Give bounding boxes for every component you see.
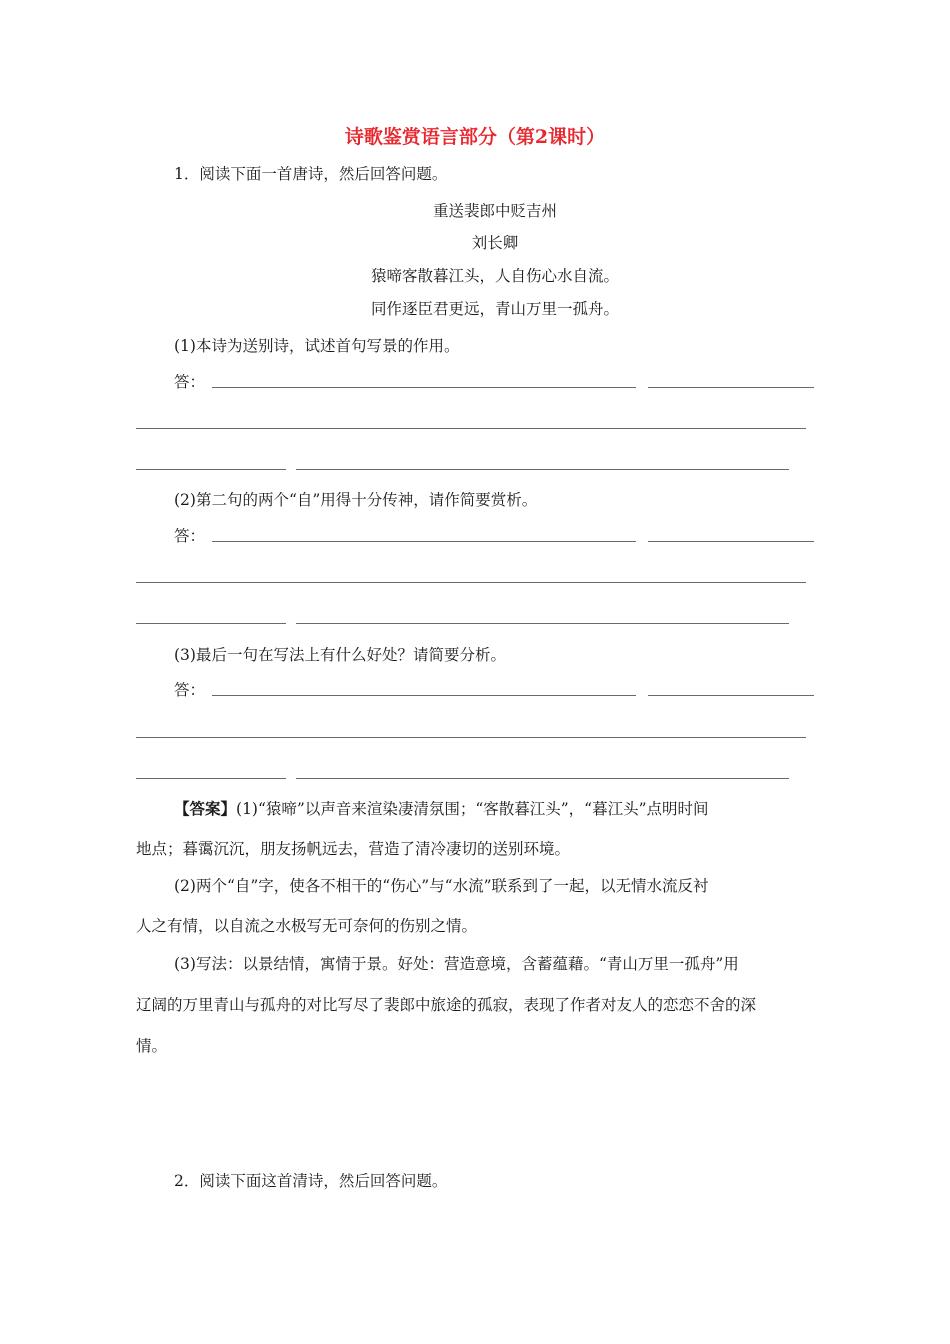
answer-1-line-2: 地点；暮霭沉沉，朋友扬帆远去，营造了清冷凄切的送别环境。 (136, 840, 571, 858)
answer-line[interactable] (136, 737, 806, 738)
answer-1-line-1 (174, 799, 709, 819)
answer-line[interactable] (212, 387, 636, 388)
answer-line[interactable] (136, 428, 806, 429)
answer-line[interactable] (136, 623, 286, 624)
answer-line[interactable] (212, 541, 636, 542)
poem-line-1: 猿啼客散暮江头，人自伤心水自流。 (370, 267, 619, 285)
answer-2-line-2: 人之有情，以自流之水极写无可奈何的伤别之情。 (136, 917, 478, 935)
answer-line[interactable] (136, 469, 286, 470)
page-title: 诗歌鉴赏语言部分（第2课时） (344, 126, 606, 148)
answer-3-line-3: 情。 (136, 1037, 168, 1055)
answer-key-label: 【答案】 (174, 799, 237, 818)
answer-line[interactable] (296, 469, 789, 470)
answer-1-text: (1)“猿啼”以声音来渲染凄清氛围；“客散暮江头”，“暮江头”点明时间 (236, 800, 709, 818)
answer-label-3: 答： (174, 681, 206, 699)
sub-question-1: (1)本诗为送别诗，试述首句写景的作用。 (174, 337, 460, 355)
answer-label-2: 答： (174, 527, 206, 545)
answer-3-line-2: 辽阔的万里青山与孤舟的对比写尽了裴郎中旅途的孤寂，表现了作者对友人的恋恋不舍的深 (136, 996, 757, 1014)
poem-author: 刘长卿 (471, 234, 519, 252)
answer-label-1: 答： (174, 373, 206, 391)
sub-question-2: (2)第二句的两个“自”用得十分传神，请作简要赏析。 (174, 491, 538, 509)
answer-line[interactable] (136, 582, 806, 583)
answer-line[interactable] (648, 387, 814, 388)
poem-line-2: 同作逐臣君更远，青山万里一孤舟。 (370, 300, 619, 318)
poem-title: 重送裴郎中贬吉州 (432, 202, 557, 220)
sub-question-3: (3)最后一句在写法上有什么好处？请简要分析。 (174, 646, 506, 664)
answer-3-line-1: (3)写法：以景结情，寓情于景。好处：营造意境，含蓄蕴藉。“青山万里一孤舟”用 (174, 955, 739, 973)
answer-line[interactable] (648, 541, 814, 542)
answer-2-line-1: (2)两个“自”字，使各不相干的“伤心”与“水流”联系到了一起，以无情水流反衬 (174, 877, 709, 895)
answer-line[interactable] (136, 778, 286, 779)
question-2-intro: 2．阅读下面这首清诗，然后回答问题。 (174, 1172, 448, 1190)
answer-line[interactable] (212, 695, 636, 696)
question-1-intro: 1．阅读下面一首唐诗，然后回答问题。 (174, 165, 448, 183)
answer-line[interactable] (296, 778, 789, 779)
answer-line[interactable] (296, 623, 789, 624)
answer-line[interactable] (648, 695, 814, 696)
